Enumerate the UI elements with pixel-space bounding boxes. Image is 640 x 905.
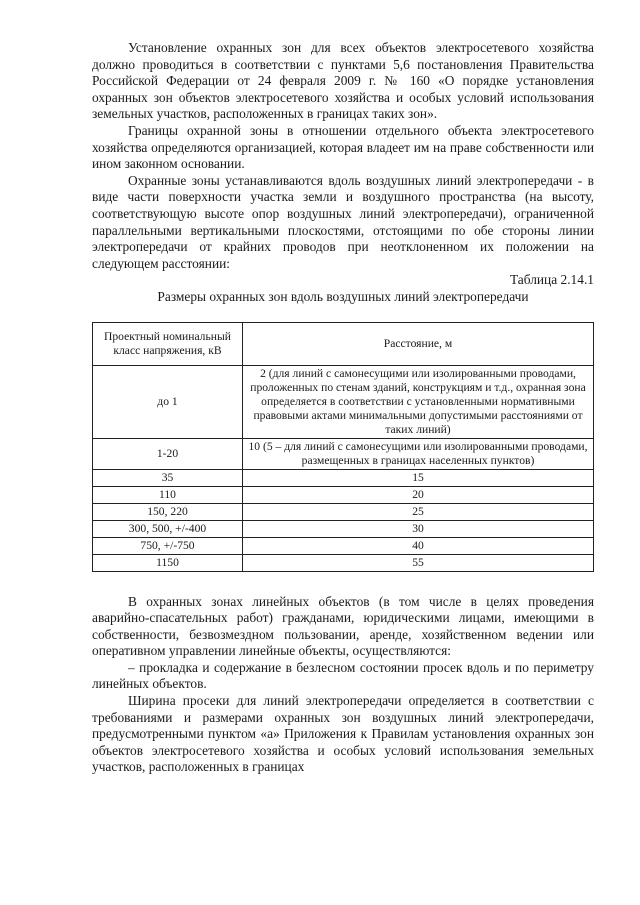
table-row xyxy=(93,503,594,520)
distance-cell: 30 xyxy=(243,520,594,537)
distance-cell: 20 xyxy=(243,486,594,503)
voltage-cell: до 1 xyxy=(93,365,243,438)
paragraph-protection-zones-establishment: Установление охранных зон для всех объектов электросетевого хозяйства должно проводиться в соответствии с пунктами 5,6 постановления Правительства Российской Федерации от 24 февраля 2009 г. № 160 «О порядке установления охранных зон объектов электросетевого хозяйства и особых условий использования земельных участков, расположенных в границах таких зон». xyxy=(92,40,594,122)
table-row xyxy=(93,486,594,503)
table-row xyxy=(93,469,594,486)
paragraph-linear-objects-zones: В охранных зонах линейных объектов (в том числе в целях проведения аварийно-спасательных работ) гражданами, юридическими лицами, имеющими в собственности, безвозмездном пользовании, аренде, хозяйственном ведении или оперативном управлении линейные объекты, осуществляются: xyxy=(92,593,594,659)
table-row xyxy=(93,554,594,571)
distance-cell: 25 xyxy=(243,503,594,520)
voltage-cell: 150, 220 xyxy=(93,503,243,520)
table-title: Размеры охранных зон вдоль воздушных линий электропередачи xyxy=(157,288,529,304)
table-row xyxy=(93,537,594,554)
voltage-cell: 110 xyxy=(93,486,243,503)
paragraph-overhead-lines-zones: Охранные зоны устанавливаются вдоль воздушных линий электропередачи - в виде части поверхности участка земли и воздушного пространства (на высоту, соответствующую высоте опор воздушных линий электропередачи), ограниченной параллельными вертикальными плоскостями, отстоящими по обе стороны линии электропередачи от крайних проводов при неотклоненном их положении на следующем расстоянии: xyxy=(92,172,594,271)
distance-cell: 2 (для линий с самонесущими или изолированными проводами, проложенных по стенам зданий, конструкциям и т.д., охранная зона определяется в соответствии с установленными нормативными правовыми актами минимальными допустимыми расстояниями от таких линий) xyxy=(243,365,594,438)
voltage-cell: 300, 500, +/-400 xyxy=(93,520,243,537)
protection-zones-table xyxy=(92,322,594,572)
voltage-cell: 35 xyxy=(93,469,243,486)
table-header-row xyxy=(93,322,594,365)
distance-cell: 55 xyxy=(243,554,594,571)
header-distance: Расстояние, м xyxy=(243,322,594,365)
table-row xyxy=(93,438,594,469)
paragraph-clearing-width: Ширина просеки для линий электропередачи определяется в соответствии с требованиями и размерами охранных зон воздушных линий электропередачи, предусмотренными пунктом «а» Приложения к Правилам установления охранных зон объектов электросетевого хозяйства и особых условий использования земельных участков, расположенных в границах xyxy=(92,693,594,775)
table-label: Таблица 2.14.1 xyxy=(509,272,594,288)
distance-cell: 40 xyxy=(243,537,594,554)
distance-cell: 10 (5 – для линий с самонесущими или изолированными проводами, размещенных в границах населенных пунктов) xyxy=(243,438,594,469)
header-voltage-class: Проектный номинальный класс напряжения, кВ xyxy=(93,322,243,365)
voltage-cell: 1-20 xyxy=(93,438,243,469)
document-page xyxy=(92,40,594,776)
voltage-cell: 750, +/-750 xyxy=(93,537,243,554)
table-row xyxy=(93,365,594,438)
distance-cell: 15 xyxy=(243,469,594,486)
voltage-cell: 1150 xyxy=(93,554,243,571)
paragraph-clearing-maintenance: – прокладка и содержание в безлесном состоянии просек вдоль и по периметру линейных объектов. xyxy=(92,659,594,692)
table-row xyxy=(93,520,594,537)
paragraph-zone-boundaries: Границы охранной зоны в отношении отдельного объекта электросетевого хозяйства определяются организацией, которая владеет им на праве собственности или ином законном основании. xyxy=(92,122,594,172)
